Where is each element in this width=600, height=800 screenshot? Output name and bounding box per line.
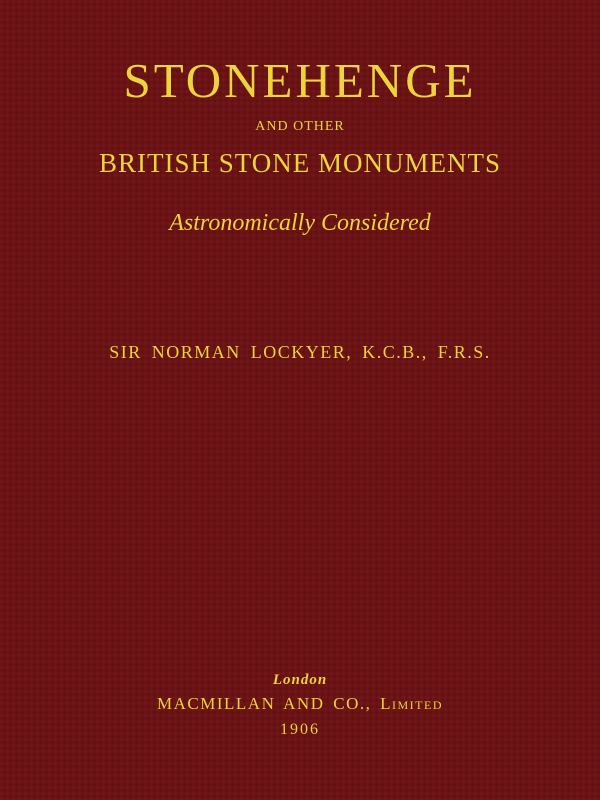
publisher-suffix: Limited: [380, 694, 443, 713]
author-name: SIR NORMAN LOCKYER, K.C.B., F.R.S.: [109, 342, 491, 362]
title-connector: AND OTHER: [255, 119, 345, 134]
publication-city: London: [272, 672, 328, 688]
book-tagline: Astronomically Considered: [169, 210, 431, 236]
book-subtitle: BRITISH STONE MONUMENTS: [98, 148, 502, 178]
publication-year: 1906: [280, 721, 320, 738]
book-title: STONEHENGE: [123, 53, 477, 108]
publisher: [0, 695, 600, 712]
publisher-name: MACMILLAN AND CO.,: [157, 694, 381, 713]
